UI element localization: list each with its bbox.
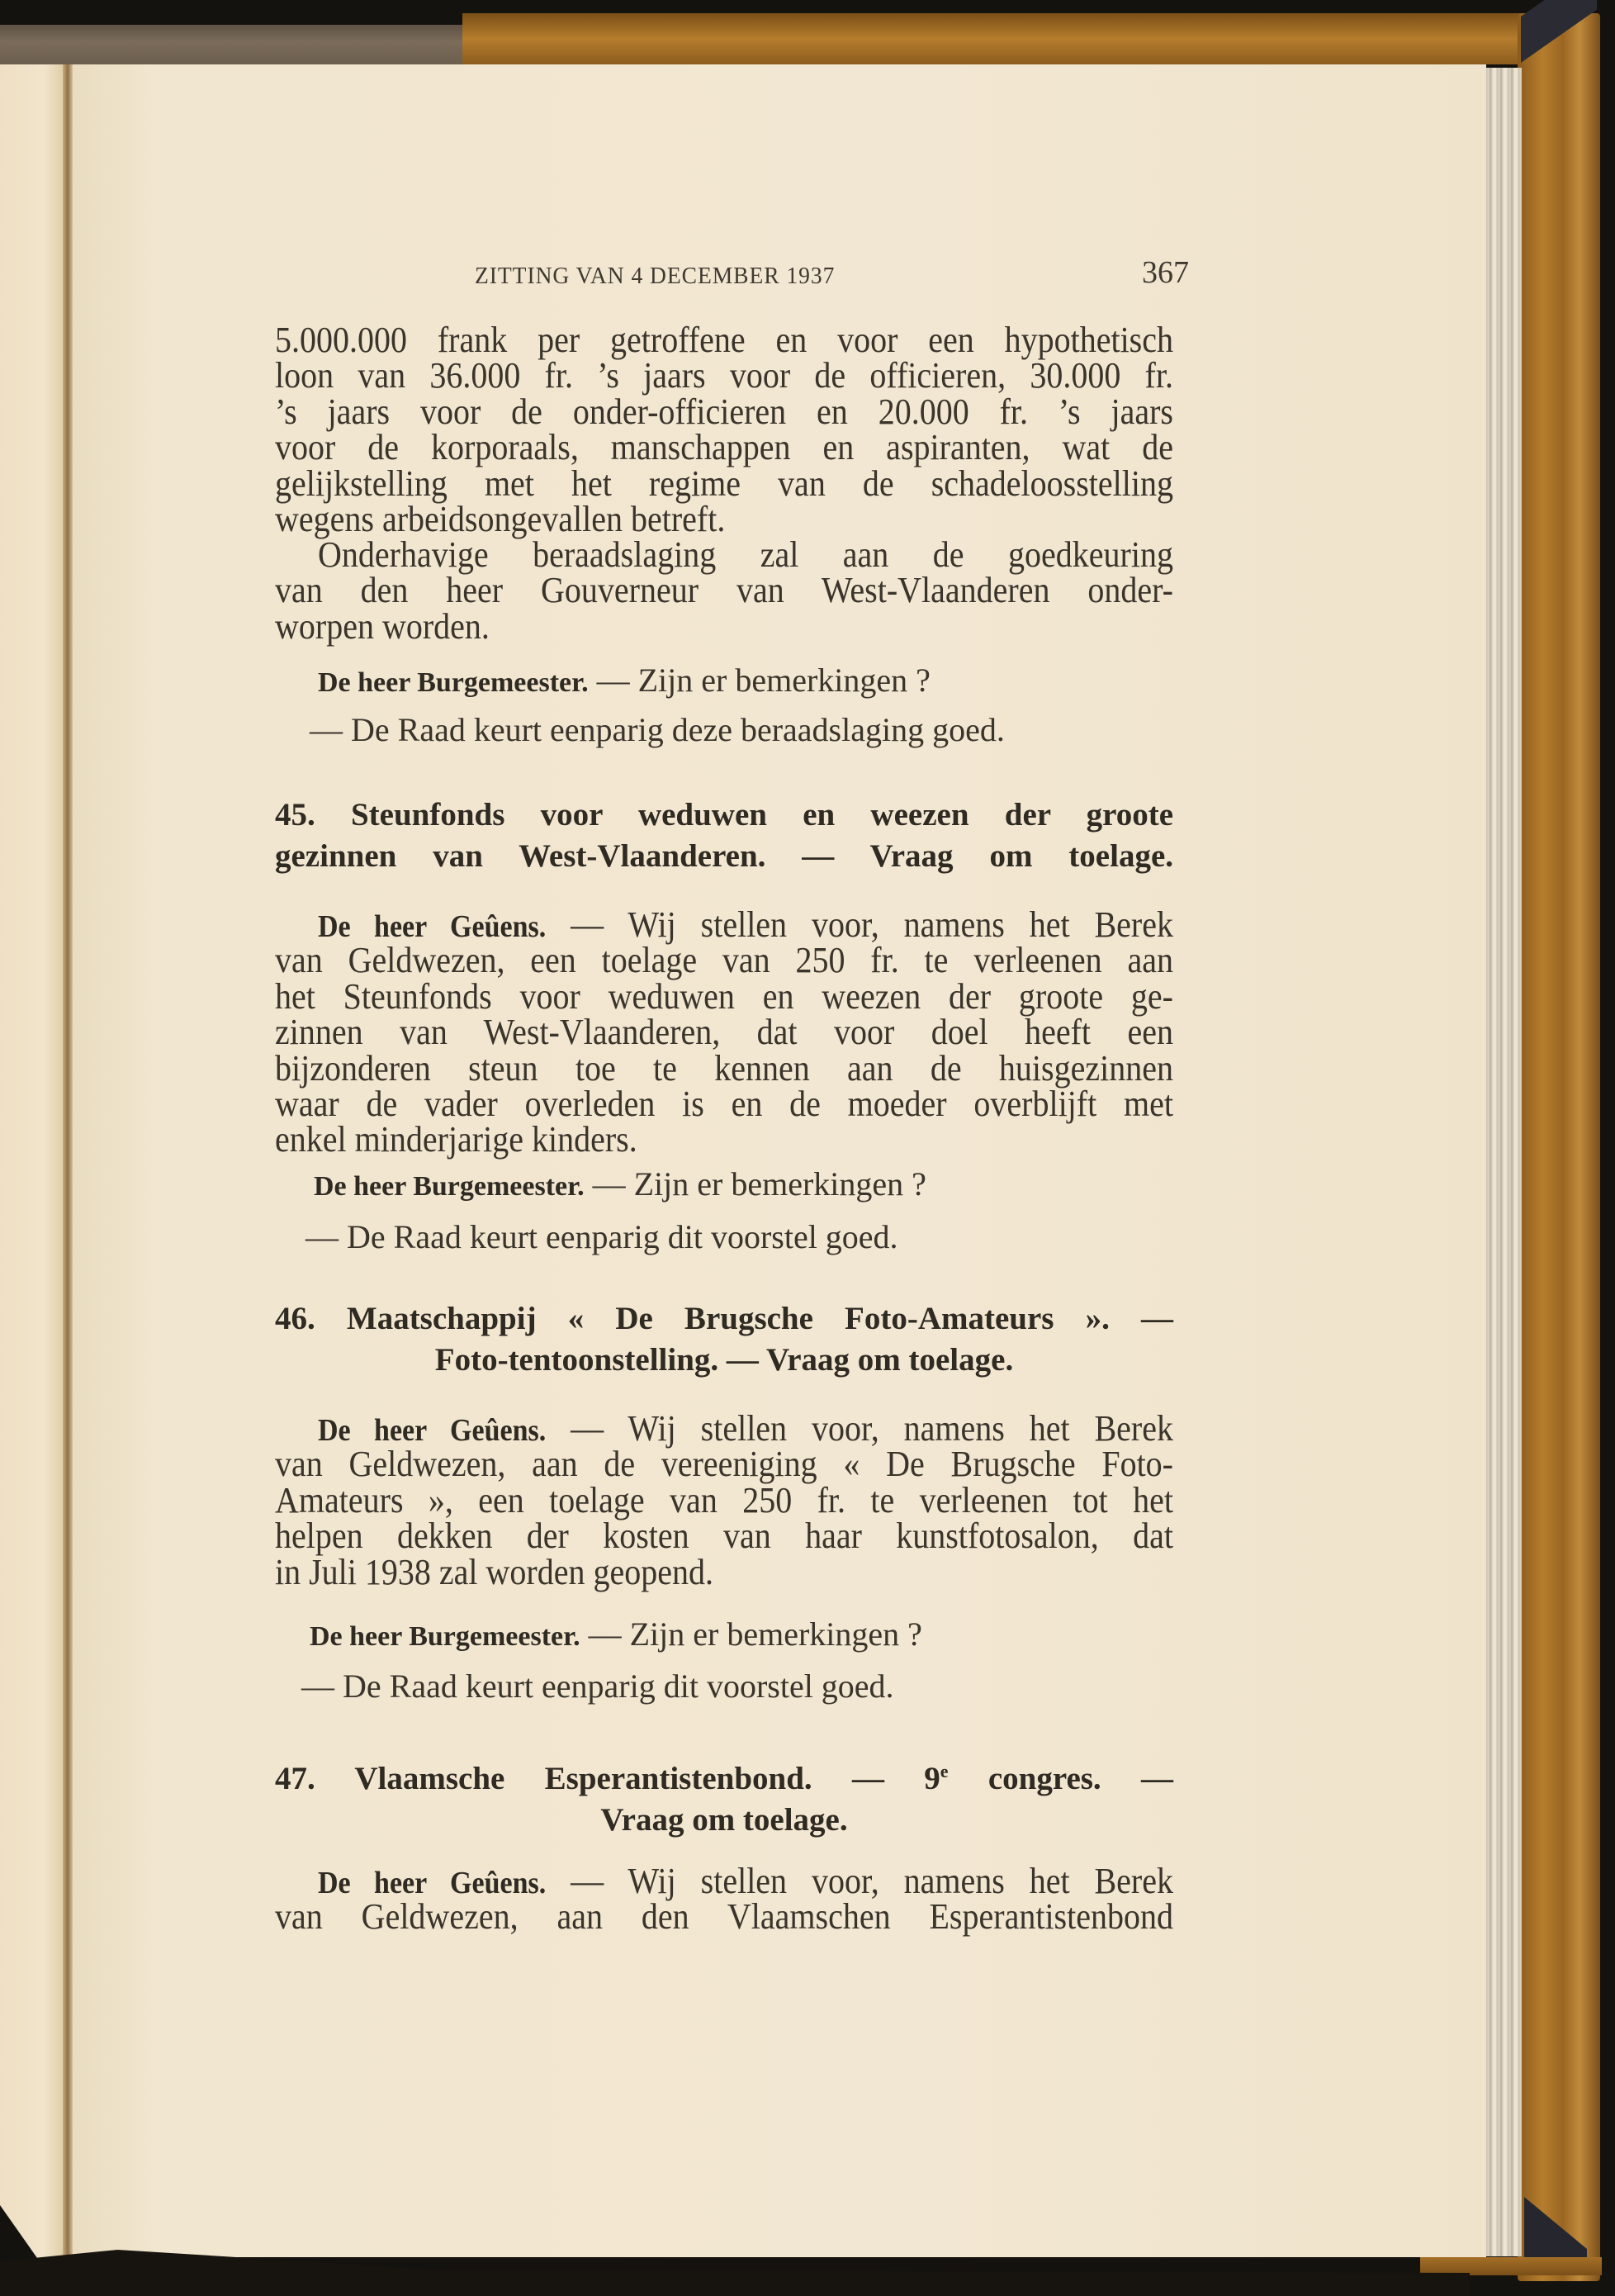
section-47-proposal xyxy=(275,1859,1174,1938)
proposal-text: — Wij stellen voor, namens het Berek xyxy=(571,1859,1174,1902)
text-line: ’s jaars voor de onder-officieren en 20.000 fr. ’s jaars xyxy=(275,390,1173,432)
heading-text: 47. Vlaamsche Esperantistenbond. — 9 xyxy=(275,1761,940,1796)
heading-line: 46. Maatschappij « De Brugsche Foto-Amateurs ». — xyxy=(275,1301,1173,1336)
section-heading-45 xyxy=(275,795,1173,877)
book-gutter xyxy=(63,64,73,2278)
section-46-proposal xyxy=(275,1407,1174,1592)
marbled-cover-bottom xyxy=(1420,2257,1602,2275)
council-decision: — De Raad keurt eenparig dit voorstel goed. xyxy=(305,1218,898,1255)
speaker-name: De heer Geûens. xyxy=(318,1413,547,1448)
heading-line xyxy=(275,1751,1173,1800)
text-line: het Steunfonds voor weduwen en weezen der groote ge- xyxy=(275,975,1173,1017)
text-line: 5.000.000 frank per getroffene en voor een hypothetisch xyxy=(275,318,1173,361)
running-title: ZITTING VAN 4 DECEMBER 1937 xyxy=(475,263,836,289)
heading-line: Foto-tentoonstelling. — Vraag om toelage. xyxy=(434,1342,1014,1378)
text-line: zinnen van West-Vlaanderen, dat voor doel heeft een xyxy=(275,1010,1173,1053)
speaker-name: De heer Geûens. xyxy=(318,1866,547,1900)
marbled-cover-top xyxy=(462,13,1594,64)
intro-paragraph xyxy=(275,318,1173,540)
text-line: van Geldwezen, een toelage van 250 fr. te verleenen aan xyxy=(275,939,1173,981)
marbled-cover-right xyxy=(1518,13,1600,2281)
proposal-text: — Wij stellen voor, namens het Berek xyxy=(571,1407,1174,1449)
heading-line: Vraag om toelage. xyxy=(600,1802,848,1838)
section-heading-47 xyxy=(275,1751,1173,1841)
heading-line: 45. Steunfonds voor weduwen en weezen der groote xyxy=(275,797,1173,833)
text-line: waar de vader overleden is en de moeder overblijft met xyxy=(275,1082,1173,1125)
text-line: van Geldwezen, aan den Vlaamschen Esperantistenbond xyxy=(275,1895,1173,1938)
approval-paragraph xyxy=(275,533,1173,647)
text-line: voor de korporaals, manschappen en aspiranten, wat de xyxy=(275,425,1173,468)
page-edges-stack xyxy=(1482,68,1522,2256)
section-heading-46 xyxy=(275,1298,1173,1381)
text-line: worpen worden. xyxy=(275,605,490,647)
council-decision: — De Raad keurt eenparig deze beraadslaging goed. xyxy=(310,711,1005,748)
text-line: gelijkstelling met het regime van de schadeloosstelling xyxy=(275,462,1173,504)
text-line: enkel minderjarige kinders. xyxy=(275,1118,637,1160)
ordinal-superscript: e xyxy=(940,1761,949,1781)
text-line: helpen dekken der kosten van haar kunstfotosalon, dat xyxy=(275,1514,1173,1557)
burgemeester-question xyxy=(310,1615,1208,1653)
text-line: Onderhavige beraadslaging zal aan de goedkeuring xyxy=(318,533,1173,576)
text-line: wegens arbeidsongevallen betreft. xyxy=(275,497,726,540)
page-number: 367 xyxy=(1142,255,1189,290)
proposal-text: — Wij stellen voor, namens het Berek xyxy=(571,903,1174,946)
question-text: — Zijn er bemerkingen ? xyxy=(588,1615,922,1653)
text-line: loon van 36.000 fr. ’s jaars voor de officieren, 30.000 fr. xyxy=(275,354,1173,396)
text-line: van Geldwezen, aan de vereeniging « De Brugsche Foto- xyxy=(275,1443,1173,1485)
burgemeester-question xyxy=(314,1165,1212,1203)
text-line: van den heer Gouverneur van West-Vlaanderen onder- xyxy=(275,569,1173,611)
section-45-proposal xyxy=(275,903,1174,1160)
speaker-name: De heer Burgemeester. xyxy=(314,1171,585,1202)
question-text: — Zijn er bemerkingen ? xyxy=(592,1165,926,1203)
text-line: Amateurs », een toelage van 250 fr. te verleenen tot het xyxy=(275,1478,1173,1520)
speaker-name: De heer Geûens. xyxy=(318,909,547,944)
left-page-fragment xyxy=(0,64,63,2294)
burgemeester-question xyxy=(318,661,1216,700)
speaker-name: De heer Burgemeester. xyxy=(310,1621,580,1652)
text-line: in Juli 1938 zal worden geopend. xyxy=(275,1550,713,1592)
text-line: bijzonderen steun toe te kennen aan de huisgezinnen xyxy=(275,1046,1173,1089)
heading-text: congres. — xyxy=(948,1761,1173,1796)
council-decision: — De Raad keurt eenparig dit voorstel goed. xyxy=(301,1667,894,1705)
speaker-name: De heer Burgemeester. xyxy=(318,667,589,698)
question-text: — Zijn er bemerkingen ? xyxy=(596,662,931,699)
heading-line: gezinnen van West-Vlaanderen. — Vraag om toelage. xyxy=(275,838,1173,874)
